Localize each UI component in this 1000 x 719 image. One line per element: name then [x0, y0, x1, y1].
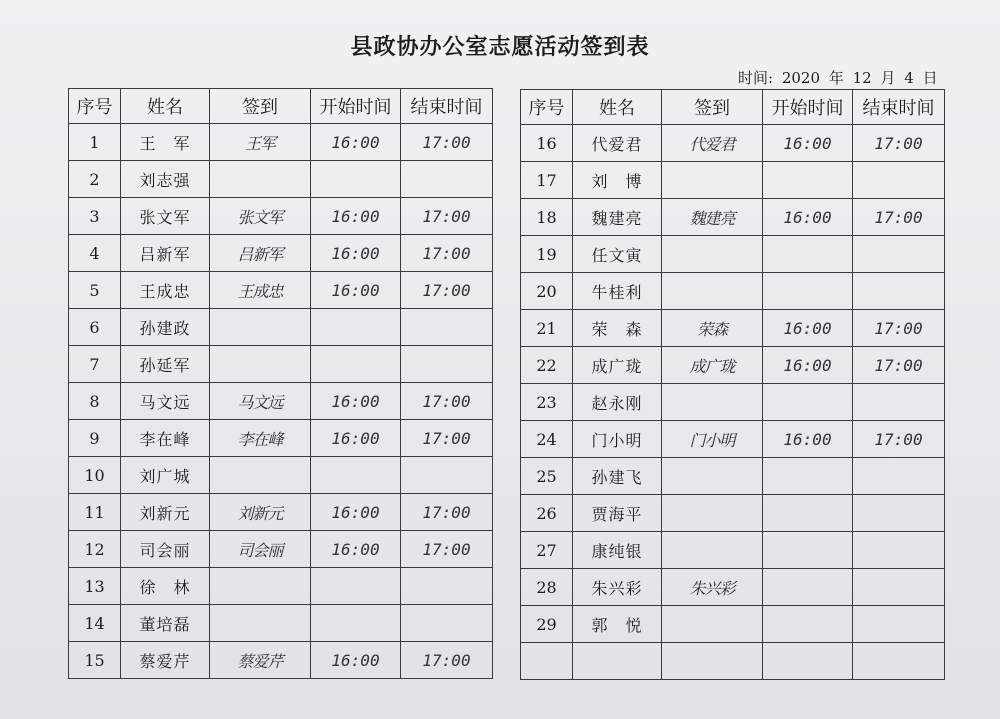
start-time [763, 458, 853, 495]
signature [210, 161, 311, 198]
signature [210, 568, 311, 605]
table-row [69, 346, 493, 383]
table-row [521, 643, 945, 680]
end-time [853, 569, 945, 606]
member-name: 孙建飞 [573, 458, 662, 495]
end-time: 17:00 [853, 125, 945, 162]
end-time [853, 458, 945, 495]
table-row [69, 642, 493, 679]
end-time [401, 568, 493, 605]
signature: 魏建亮 [662, 199, 763, 236]
end-time: 17:00 [401, 383, 493, 420]
row-number [521, 643, 573, 680]
row-number: 12 [69, 531, 121, 568]
table-row [69, 235, 493, 272]
col-header-end: 结束时间 [853, 90, 945, 125]
member-name: 刘 博 [573, 162, 662, 199]
start-time: 16:00 [311, 642, 401, 679]
row-number: 4 [69, 235, 121, 272]
row-number: 1 [69, 124, 121, 161]
start-time: 16:00 [311, 235, 401, 272]
start-time: 16:00 [763, 125, 853, 162]
row-number: 7 [69, 346, 121, 383]
row-number: 10 [69, 457, 121, 494]
start-time [763, 569, 853, 606]
sign-in-table-left [68, 88, 493, 679]
row-number: 26 [521, 495, 573, 532]
member-name: 吕新军 [121, 235, 210, 272]
start-time [311, 605, 401, 642]
signature: 吕新军 [210, 235, 311, 272]
row-number: 19 [521, 236, 573, 273]
start-time: 16:00 [311, 272, 401, 309]
member-name: 康纯银 [573, 532, 662, 569]
col-header-sign: 签到 [662, 90, 763, 125]
member-name: 朱兴彩 [573, 569, 662, 606]
date-month: 12 [852, 69, 872, 87]
end-time [853, 236, 945, 273]
table-row [69, 383, 493, 420]
table-row [69, 309, 493, 346]
date-year: 2020 [781, 69, 821, 87]
end-time [853, 532, 945, 569]
start-time: 16:00 [311, 420, 401, 457]
col-header-name: 姓名 [121, 89, 210, 124]
end-time: 17:00 [401, 494, 493, 531]
table-row [521, 495, 945, 532]
member-name: 董培磊 [121, 605, 210, 642]
signature [210, 605, 311, 642]
signature: 马文远 [210, 383, 311, 420]
end-time [853, 162, 945, 199]
col-header-name: 姓名 [573, 90, 662, 125]
date-month-unit: 月 [880, 69, 896, 87]
member-name: 刘广城 [121, 457, 210, 494]
table-row [521, 162, 945, 199]
start-time [311, 161, 401, 198]
signature [210, 346, 311, 383]
table-header-row [69, 89, 493, 124]
table-row [521, 273, 945, 310]
member-name: 张文军 [121, 198, 210, 235]
end-time: 17:00 [853, 421, 945, 458]
table-row [521, 347, 945, 384]
start-time [763, 606, 853, 643]
row-number: 9 [69, 420, 121, 457]
row-number: 14 [69, 605, 121, 642]
start-time [763, 384, 853, 421]
row-number: 6 [69, 309, 121, 346]
signature: 成广珑 [662, 347, 763, 384]
end-time [401, 457, 493, 494]
start-time: 16:00 [311, 494, 401, 531]
signature [662, 606, 763, 643]
signature: 王军 [210, 124, 311, 161]
col-header-end: 结束时间 [401, 89, 493, 124]
date-year-unit: 年 [828, 69, 844, 87]
start-time [311, 309, 401, 346]
date-day-unit: 日 [922, 69, 938, 87]
start-time: 16:00 [311, 531, 401, 568]
start-time [763, 495, 853, 532]
signature: 李在峰 [210, 420, 311, 457]
signature: 门小明 [662, 421, 763, 458]
row-number: 3 [69, 198, 121, 235]
end-time: 17:00 [853, 199, 945, 236]
table-row [521, 125, 945, 162]
col-header-start: 开始时间 [311, 89, 401, 124]
table-row [69, 531, 493, 568]
row-number: 5 [69, 272, 121, 309]
member-name: 王成忠 [121, 272, 210, 309]
col-header-start: 开始时间 [763, 90, 853, 125]
member-name: 李在峰 [121, 420, 210, 457]
start-time: 16:00 [763, 199, 853, 236]
signature [662, 532, 763, 569]
signature: 张文军 [210, 198, 311, 235]
table-row [521, 236, 945, 273]
end-time [401, 309, 493, 346]
row-number: 21 [521, 310, 573, 347]
end-time [853, 495, 945, 532]
row-number: 24 [521, 421, 573, 458]
row-number: 25 [521, 458, 573, 495]
signature [662, 643, 763, 680]
member-name: 马文远 [121, 383, 210, 420]
member-name: 贾海平 [573, 495, 662, 532]
member-name: 代爱君 [573, 125, 662, 162]
end-time: 17:00 [401, 420, 493, 457]
member-name: 牛桂利 [573, 273, 662, 310]
table-row [69, 457, 493, 494]
end-time: 17:00 [401, 235, 493, 272]
end-time [853, 384, 945, 421]
signature: 代爱君 [662, 125, 763, 162]
sign-in-table-right [520, 89, 945, 680]
end-time: 17:00 [401, 124, 493, 161]
table-row [521, 421, 945, 458]
table-row [521, 384, 945, 421]
end-time: 17:00 [853, 347, 945, 384]
table-row [521, 310, 945, 347]
signature: 荣森 [662, 310, 763, 347]
start-time [763, 236, 853, 273]
table-row [69, 198, 493, 235]
table-row [521, 458, 945, 495]
start-time: 16:00 [311, 383, 401, 420]
start-time [763, 162, 853, 199]
table-row [69, 161, 493, 198]
member-name: 赵永刚 [573, 384, 662, 421]
row-number: 28 [521, 569, 573, 606]
end-time [853, 643, 945, 680]
date-label: 时间: [738, 69, 774, 87]
end-time: 17:00 [853, 310, 945, 347]
signature [210, 309, 311, 346]
signature: 王成忠 [210, 272, 311, 309]
start-time: 16:00 [763, 421, 853, 458]
start-time [311, 457, 401, 494]
start-time: 16:00 [763, 347, 853, 384]
end-time: 17:00 [401, 198, 493, 235]
row-number: 22 [521, 347, 573, 384]
signature: 司会丽 [210, 531, 311, 568]
table-row [69, 124, 493, 161]
row-number: 15 [69, 642, 121, 679]
table-row [521, 199, 945, 236]
table-header-row [521, 90, 945, 125]
end-time [853, 606, 945, 643]
row-number: 2 [69, 161, 121, 198]
document-title: 县政协办公室志愿活动签到表 [350, 35, 650, 60]
date-line [738, 67, 942, 88]
row-number: 8 [69, 383, 121, 420]
table-row [521, 606, 945, 643]
end-time: 17:00 [401, 272, 493, 309]
start-time [311, 568, 401, 605]
member-name: 王 军 [121, 124, 210, 161]
row-number: 23 [521, 384, 573, 421]
row-number: 11 [69, 494, 121, 531]
row-number: 18 [521, 199, 573, 236]
end-time [401, 346, 493, 383]
member-name: 门小明 [573, 421, 662, 458]
start-time: 16:00 [311, 198, 401, 235]
signature [662, 458, 763, 495]
member-name: 孙延军 [121, 346, 210, 383]
signature: 刘新元 [210, 494, 311, 531]
end-time [853, 273, 945, 310]
signature [662, 273, 763, 310]
table-row [69, 568, 493, 605]
end-time [401, 161, 493, 198]
member-name: 郭 悦 [573, 606, 662, 643]
row-number: 29 [521, 606, 573, 643]
member-name: 司会丽 [121, 531, 210, 568]
table-row [521, 569, 945, 606]
row-number: 16 [521, 125, 573, 162]
member-name: 刘志强 [121, 161, 210, 198]
table-row [69, 494, 493, 531]
member-name [573, 643, 662, 680]
signature [662, 495, 763, 532]
end-time [401, 605, 493, 642]
signature [662, 162, 763, 199]
member-name: 荣 森 [573, 310, 662, 347]
start-time [763, 532, 853, 569]
end-time: 17:00 [401, 642, 493, 679]
start-time [763, 273, 853, 310]
date-day: 4 [904, 69, 914, 87]
member-name: 孙建政 [121, 309, 210, 346]
start-time: 16:00 [311, 124, 401, 161]
row-number: 20 [521, 273, 573, 310]
row-number: 17 [521, 162, 573, 199]
start-time [763, 643, 853, 680]
member-name: 魏建亮 [573, 199, 662, 236]
col-header-no: 序号 [521, 90, 573, 125]
member-name: 蔡爱芹 [121, 642, 210, 679]
end-time: 17:00 [401, 531, 493, 568]
row-number: 13 [69, 568, 121, 605]
signature: 朱兴彩 [662, 569, 763, 606]
member-name: 成广珑 [573, 347, 662, 384]
col-header-sign: 签到 [210, 89, 311, 124]
row-number: 27 [521, 532, 573, 569]
signature [662, 236, 763, 273]
signature [662, 384, 763, 421]
member-name: 徐 林 [121, 568, 210, 605]
signature [210, 457, 311, 494]
col-header-no: 序号 [69, 89, 121, 124]
table-row [69, 605, 493, 642]
start-time [311, 346, 401, 383]
start-time: 16:00 [763, 310, 853, 347]
table-row [521, 532, 945, 569]
member-name: 任文寅 [573, 236, 662, 273]
table-row [69, 420, 493, 457]
table-row [69, 272, 493, 309]
signature: 蔡爱芹 [210, 642, 311, 679]
member-name: 刘新元 [121, 494, 210, 531]
